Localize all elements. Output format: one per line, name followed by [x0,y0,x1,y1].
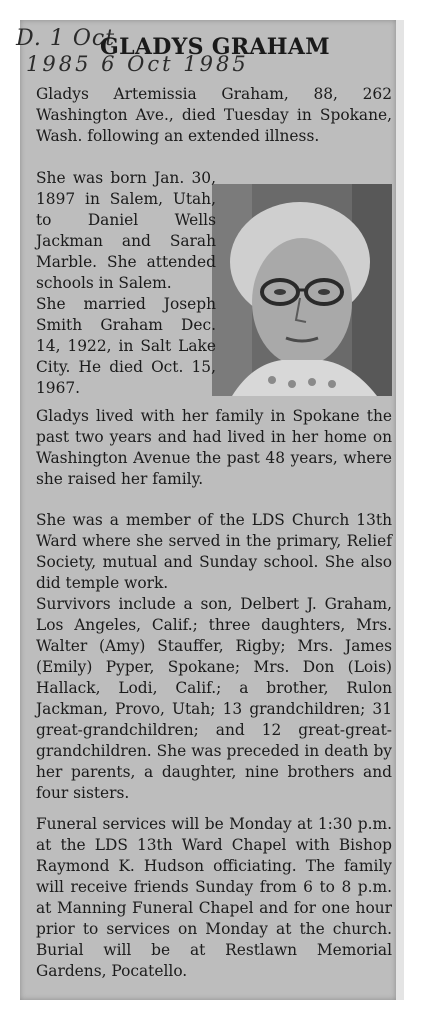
obituary-paragraph-residence: Gladys lived with her family in Spokane the past two years and had lived in her home on Washington Avenue the past 48 years, where she raised her family. [36,407,392,488]
obituary-paragraph-birth-text: She was born Jan. 30, 1897 in Salem, Utah, to Daniel Wells Jackman and Sarah Marble. She attended schools in Salem. [36,169,216,292]
obituary-headline: GLADYS GRAHAM [100,34,330,60]
obituary-paragraph-survivors: Survivors include a son, Delbert J. Graham, Los Angeles, Calif.; three daughters, Mrs. Walter (Amy) Stauffer, Rigby; Mrs. James (Emily) Pyper, Spokane; Mrs. Don (Lois) Hallack, Lodi, Calif.; a brother, Rulon Jackman, Provo, Utah; 13 grandchildren; 31 great-grandchildren; and 12 great-great-grandchildren. She was preceded in death by her parents, a daughter, nine brothers and four sisters. [36,595,392,802]
obituary-paragraph-church: She was a member of the LDS Church 13th Ward where she served in the primary, Relief Society, mutual and Sunday school. She also did temple work. [36,511,392,592]
obituary-paragraph-funeral: Funeral services will be Monday at 1:30 p.m. at the LDS 13th Ward Chapel with Bishop Raymond K. Hudson officiating. The family will receive friends Sunday from 6 to 8 p.m. at Manning Funeral Chapel and for one hour prior to services on Monday at the church. Burial will be at Restlawn Memorial Gardens, Pocatello. [36,815,392,980]
newspaper-clipping [16,20,396,1000]
handwritten-year-note: 1985 6 Oct 1985 [26,52,249,76]
obituary-paragraph-intro: Gladys Artemissia Graham, 88, 262 Washington Ave., died Tuesday in Spokane, Wash. following an extended illness. [36,85,392,145]
obituary-paragraph-marriage: She married Joseph Smith Graham Dec. 14, 1922, in Salt Lake City. He died Oct. 15, 1967. [36,295,216,397]
handwritten-date-note: D. 1 Oct [16,26,116,51]
obituary-paragraph-birth [36,168,392,294]
